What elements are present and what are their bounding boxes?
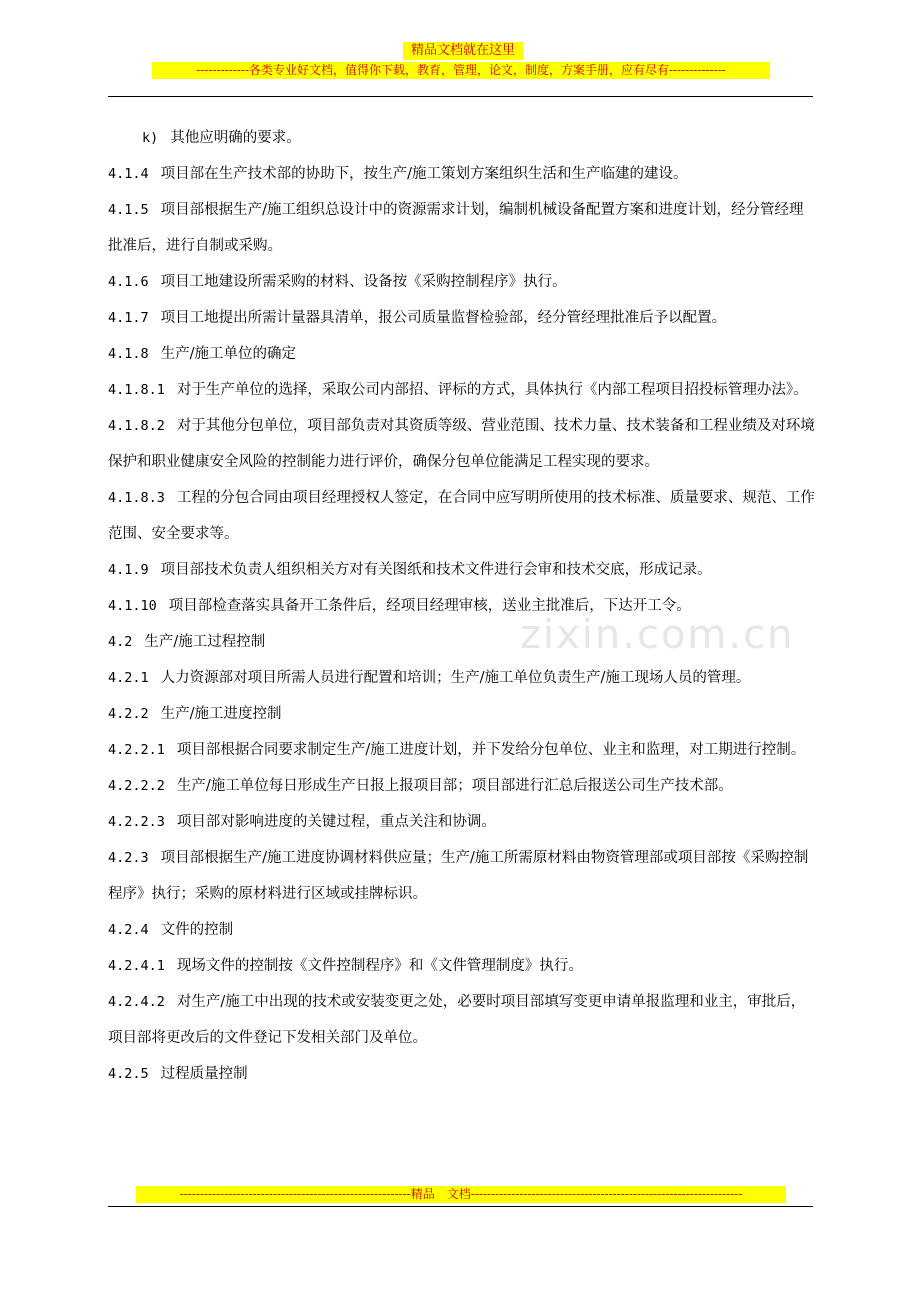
paragraph-number: 4.2.4.2 <box>108 994 165 1010</box>
paragraph-4-2-2-2 <box>108 768 816 804</box>
paragraph-text: 对于其他分包单位，项目部负责对其资质等级、营业范围、技术力量、技术装备和工程业绩及对环境保护和职业健康安全风险的控制能力进行评价，确保分包单位能满足工程实现的要求。 <box>108 418 815 470</box>
paragraph-text: 过程质量控制 <box>160 1066 248 1082</box>
paragraph-number: 4.2.2.1 <box>108 742 165 758</box>
paragraph-number: k) <box>142 130 159 146</box>
paragraph-number: 4.2.2.3 <box>108 814 165 830</box>
paragraph-number: 4.2.1 <box>108 670 149 686</box>
paragraph-number: 4.2.4.1 <box>108 958 165 974</box>
paragraph-text: 项目部根据生产/施工组织总设计中的资源需求计划，编制机械设备配置方案和进度计划，经分管经理批准后，进行自制或采购。 <box>108 202 804 254</box>
paragraph-text: 项目工地建设所需采购的材料、设备按《采购控制程序》执行。 <box>160 274 567 290</box>
paragraph-4-1-8-1 <box>108 372 816 408</box>
paragraph-text: 项目工地提出所需计量器具清单，报公司质量监督检验部，经分管经理批准后予以配置。 <box>160 310 727 326</box>
paragraph-4-2-4 <box>108 912 816 948</box>
paragraph-text: 项目部技术负责人组织相关方对有关图纸和技术文件进行会审和技术交底，形成记录。 <box>160 562 712 578</box>
paragraph-number: 4.1.8.2 <box>108 418 165 434</box>
paragraph-text: 生产/施工进度控制 <box>160 706 282 722</box>
watermark-text: zixin.com.cn <box>520 612 795 658</box>
paragraph-4-1-8 <box>108 336 816 372</box>
paragraph-4-1-4 <box>108 156 816 192</box>
header-rule <box>108 96 813 97</box>
paragraph-number: 4.1.5 <box>108 202 149 218</box>
paragraph-number: 4.2.4 <box>108 922 149 938</box>
paragraph-text: 文件的控制 <box>160 922 234 938</box>
paragraph-text: 生产/施工单位每日形成生产日报上报项目部；项目部进行汇总后报送公司生产技术部。 <box>176 778 733 794</box>
paragraph-number: 4.1.4 <box>108 166 149 182</box>
paragraph-number: 4.2.3 <box>108 850 149 866</box>
paragraph-text: 生产/施工过程控制 <box>144 634 266 650</box>
paragraph-4-1-7 <box>108 300 816 336</box>
paragraph-text: 项目部根据合同要求制定生产/施工进度计划，并下发给分包单位、业主和监理，对工期进行控制。 <box>176 742 806 758</box>
paragraph-4-2-1 <box>108 660 816 696</box>
paragraph-text: 生产/施工单位的确定 <box>160 346 297 362</box>
paragraph-4-2-4-1 <box>108 948 816 984</box>
paragraph-text: 对生产/施工中出现的技术或安装变更之处，必要时项目部填写变更申请单报监理和业主，审批后，项目部将更改后的文件登记下发相关部门及单位。 <box>108 994 806 1046</box>
paragraph-number: 4.1.8.3 <box>108 490 165 506</box>
paragraph-number: 4.2.2.2 <box>108 778 165 794</box>
paragraph-4-2-2-1 <box>108 732 816 768</box>
paragraph-number: 4.1.10 <box>108 598 157 614</box>
paragraph-number: 4.2.2 <box>108 706 149 722</box>
header-banner-tagline: -------------各类专业好文档，值得你下载，教育，管理，论文，制度，方案手册，应有尽有-------------- <box>152 62 770 79</box>
footer-banner: ---------------------------------------------------------精品 文档------------------------------------------------------------------- <box>136 1186 786 1203</box>
paragraph-text: 对于生产单位的选择，采取公司内部招、评标的方式，具体执行《内部工程项目招投标管理办法》。 <box>176 382 808 398</box>
paragraph-number: 4.1.8.1 <box>108 382 165 398</box>
paragraph-4-1-6 <box>108 264 816 300</box>
paragraph-k <box>108 120 816 156</box>
paragraph-text: 人力资源部对项目所需人员进行配置和培训；生产/施工单位负责生产/施工现场人员的管理。 <box>160 670 751 686</box>
paragraph-text: 项目部对影响进度的关键过程，重点关注和协调。 <box>176 814 496 830</box>
paragraph-4-1-8-3 <box>108 480 816 552</box>
paragraph-4-2-4-2 <box>108 984 816 1056</box>
document-body <box>108 120 816 1092</box>
paragraph-4-1-9 <box>108 552 816 588</box>
paragraph-number: 4.2.5 <box>108 1066 149 1082</box>
paragraph-number: 4.1.6 <box>108 274 149 290</box>
paragraph-4-1-5 <box>108 192 816 264</box>
paragraph-number: 4.1.8 <box>108 346 149 362</box>
paragraph-4-1-10 <box>108 588 816 624</box>
paragraph-4-2 <box>108 624 816 660</box>
footer-rule <box>108 1206 813 1207</box>
paragraph-4-2-2-3 <box>108 804 816 840</box>
paragraph-text: 项目部根据生产/施工进度协调材料供应量；生产/施工所需原材料由物资管理部或项目部按《采购控制程序》执行；采购的原材料进行区域或挂牌标识。 <box>108 850 809 902</box>
paragraph-text: 项目部检查落实具备开工条件后，经项目经理审核，送业主批准后，下达开工令。 <box>168 598 691 614</box>
paragraph-number: 4.1.9 <box>108 562 149 578</box>
paragraph-4-2-2 <box>108 696 816 732</box>
paragraph-4-2-3 <box>108 840 816 912</box>
header-banner-title: 精品文档就在这里 <box>403 42 523 60</box>
page-footer <box>108 1182 813 1212</box>
page-header <box>108 38 813 100</box>
paragraph-text: 其他应明确的要求。 <box>170 130 301 146</box>
paragraph-text: 工程的分包合同由项目经理授权人签定，在合同中应写明所使用的技术标准、质量要求、规范、工作范围、安全要求等。 <box>108 490 815 542</box>
paragraph-text: 项目部在生产技术部的协助下，按生产/施工策划方案组织生活和生产临建的建设。 <box>160 166 688 182</box>
paragraph-4-1-8-2 <box>108 408 816 480</box>
paragraph-number: 4.2 <box>108 634 133 650</box>
paragraph-4-2-5 <box>108 1056 816 1092</box>
paragraph-number: 4.1.7 <box>108 310 149 326</box>
paragraph-text: 现场文件的控制按《文件控制程序》和《文件管理制度》执行。 <box>176 958 583 974</box>
